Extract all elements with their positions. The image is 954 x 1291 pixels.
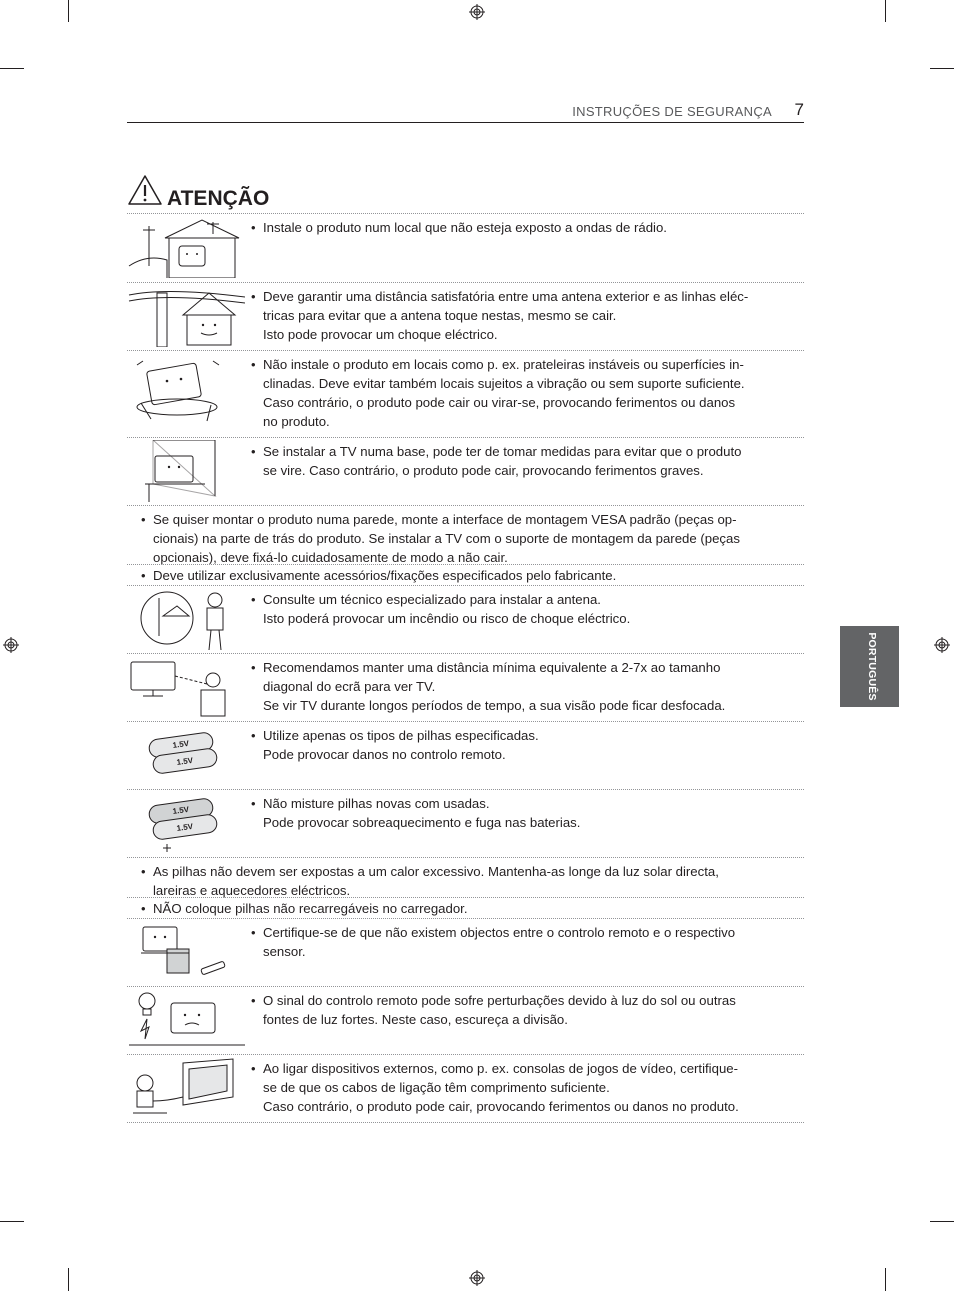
bullet: • <box>141 864 146 879</box>
registration-mark-icon <box>469 4 485 20</box>
bullet: • <box>251 592 256 607</box>
page-header <box>127 100 804 123</box>
section-heading <box>127 174 804 214</box>
item-text: Certifique-se de que não existem objectos entre o controlo remoto e o respectivo sensor. <box>263 925 736 959</box>
mixed-batteries-illustration <box>127 792 245 854</box>
crop-mark <box>0 68 24 69</box>
battery-label: 1.5V <box>172 738 190 750</box>
antenna-power-line-illustration <box>127 285 245 347</box>
item-text: Recomendamos manter uma distância mínima equivalente a 2-7x ao tamanho diagonal do ecrã para ver TV. Se vir TV durante longos períodos de tempo, a sua visão pode ficar desfocada. <box>263 660 726 713</box>
crop-mark <box>930 1221 954 1222</box>
list-item <box>127 437 804 505</box>
list-item <box>127 350 804 437</box>
bullet: • <box>251 993 256 1008</box>
remote-obstacle-illustration <box>127 921 245 983</box>
item-text: O sinal do controlo remoto pode sofre perturbações devido à luz do sol ou outras fontes de luz fortes. Neste caso, escureça a divisão. <box>263 993 736 1027</box>
item-text: Deve garantir uma distância satisfatória entre uma antena exterior e as linhas eléc- tricas para evitar que a antena toque nestas, mesmo se cair. Isto pode provocar um choque eléctrico. <box>263 289 749 342</box>
list-item <box>127 505 804 564</box>
bullet: • <box>251 220 256 235</box>
battery-label: 1.5V <box>176 821 194 833</box>
tilting-tv-illustration <box>127 353 245 423</box>
bullet: • <box>141 901 146 916</box>
divider <box>127 1122 804 1124</box>
crop-mark <box>930 68 954 69</box>
item-text: Se quiser montar o produto numa parede, monte a interface de montagem VESA padrão (peças op- cionais) na parte de trás do produto. Se instalar a TV com o suporte de montagem da parede (peças opcionais), deve fixá-lo cuidadosamente de modo a não cair. <box>153 512 740 565</box>
section-title: INSTRUÇÕES DE SEGURANÇA <box>572 104 772 119</box>
viewing-distance-illustration <box>127 656 245 718</box>
registration-mark-icon <box>469 1270 485 1286</box>
registration-mark-icon <box>3 637 19 653</box>
list-item <box>127 789 804 857</box>
technician-antenna-illustration <box>127 588 245 650</box>
list-item <box>127 564 804 585</box>
battery-label: 1.5V <box>176 755 194 767</box>
bullet: • <box>251 796 256 811</box>
list-item <box>127 721 804 789</box>
item-text: Não misture pilhas novas com usadas. Pode provocar sobreaquecimento e fuga nas baterias. <box>263 796 581 830</box>
item-text: Não instale o produto em locais como p. ex. prateleiras instáveis ou superfícies in- clinadas. Deve evitar também locais sujeitos a vibração ou sem suporte suficiente. Caso contrário, o produto pode cair ou virar-se, provocando ferimentos ou danos no produto. <box>263 357 745 429</box>
bullet: • <box>251 444 256 459</box>
battery-label: 1.5V <box>172 804 190 816</box>
crop-mark <box>885 0 886 22</box>
list-item <box>127 282 804 350</box>
page-number: 7 <box>794 100 804 119</box>
item-text: Se instalar a TV numa base, pode ter de tomar medidas para evitar que o produto se vire. Caso contrário, o produto pode cair, provocando ferimentos graves. <box>263 444 742 478</box>
warning-triangle-icon <box>127 174 163 206</box>
item-text: Consulte um técnico especializado para instalar a antena. Isto poderá provocar um incêndio ou risco de choque eléctrico. <box>263 592 631 626</box>
bullet: • <box>251 289 256 304</box>
crop-mark <box>68 1268 69 1291</box>
list-item <box>127 213 804 282</box>
batteries-illustration <box>127 724 245 786</box>
language-tab-label: PORTUGUÊS <box>866 632 878 701</box>
item-text: Instale o produto num local que não esteja exposto a ondas de rádio. <box>263 220 667 235</box>
bullet: • <box>251 660 256 675</box>
item-text: Deve utilizar exclusivamente acessórios/fixações especificados pelo fabricante. <box>153 568 617 583</box>
light-interference-illustration <box>127 989 245 1051</box>
list-item <box>127 897 804 918</box>
crop-mark <box>885 1268 886 1291</box>
list-item <box>127 918 804 986</box>
bullet: • <box>141 512 146 527</box>
house-antenna-illustration <box>127 216 245 278</box>
external-device-cable-illustration <box>127 1057 245 1119</box>
bullet: • <box>251 925 256 940</box>
item-text: Utilize apenas os tipos de pilhas especificadas. Pode provocar danos no controlo remoto. <box>263 728 539 762</box>
list-item <box>127 986 804 1054</box>
page-title: ATENÇÃO <box>167 187 270 210</box>
list-item <box>127 1054 804 1122</box>
registration-mark-icon <box>934 637 950 653</box>
list-item <box>127 585 804 653</box>
tv-on-stand-illustration <box>127 440 245 502</box>
crop-mark <box>0 1221 24 1222</box>
bullet: • <box>141 568 146 583</box>
item-text: Ao ligar dispositivos externos, como p. ex. consolas de jogos de vídeo, certifique- se de que os cabos de ligação têm comprimento suficiente. Caso contrário, o produto pode cair, provocando ferimentos ou danos no produto. <box>263 1061 739 1114</box>
crop-mark <box>68 0 69 22</box>
bullet: • <box>251 728 256 743</box>
item-text: NÃO coloque pilhas não recarregáveis no carregador. <box>153 901 468 916</box>
language-tab <box>840 626 899 707</box>
bullet: • <box>251 357 256 372</box>
list-item <box>127 653 804 721</box>
list-item <box>127 857 804 897</box>
bullet: • <box>251 1061 256 1076</box>
item-text: As pilhas não devem ser expostas a um calor excessivo. Mantenha-as longe da luz solar directa, lareiras e aquecedores eléctricos. <box>153 864 719 898</box>
